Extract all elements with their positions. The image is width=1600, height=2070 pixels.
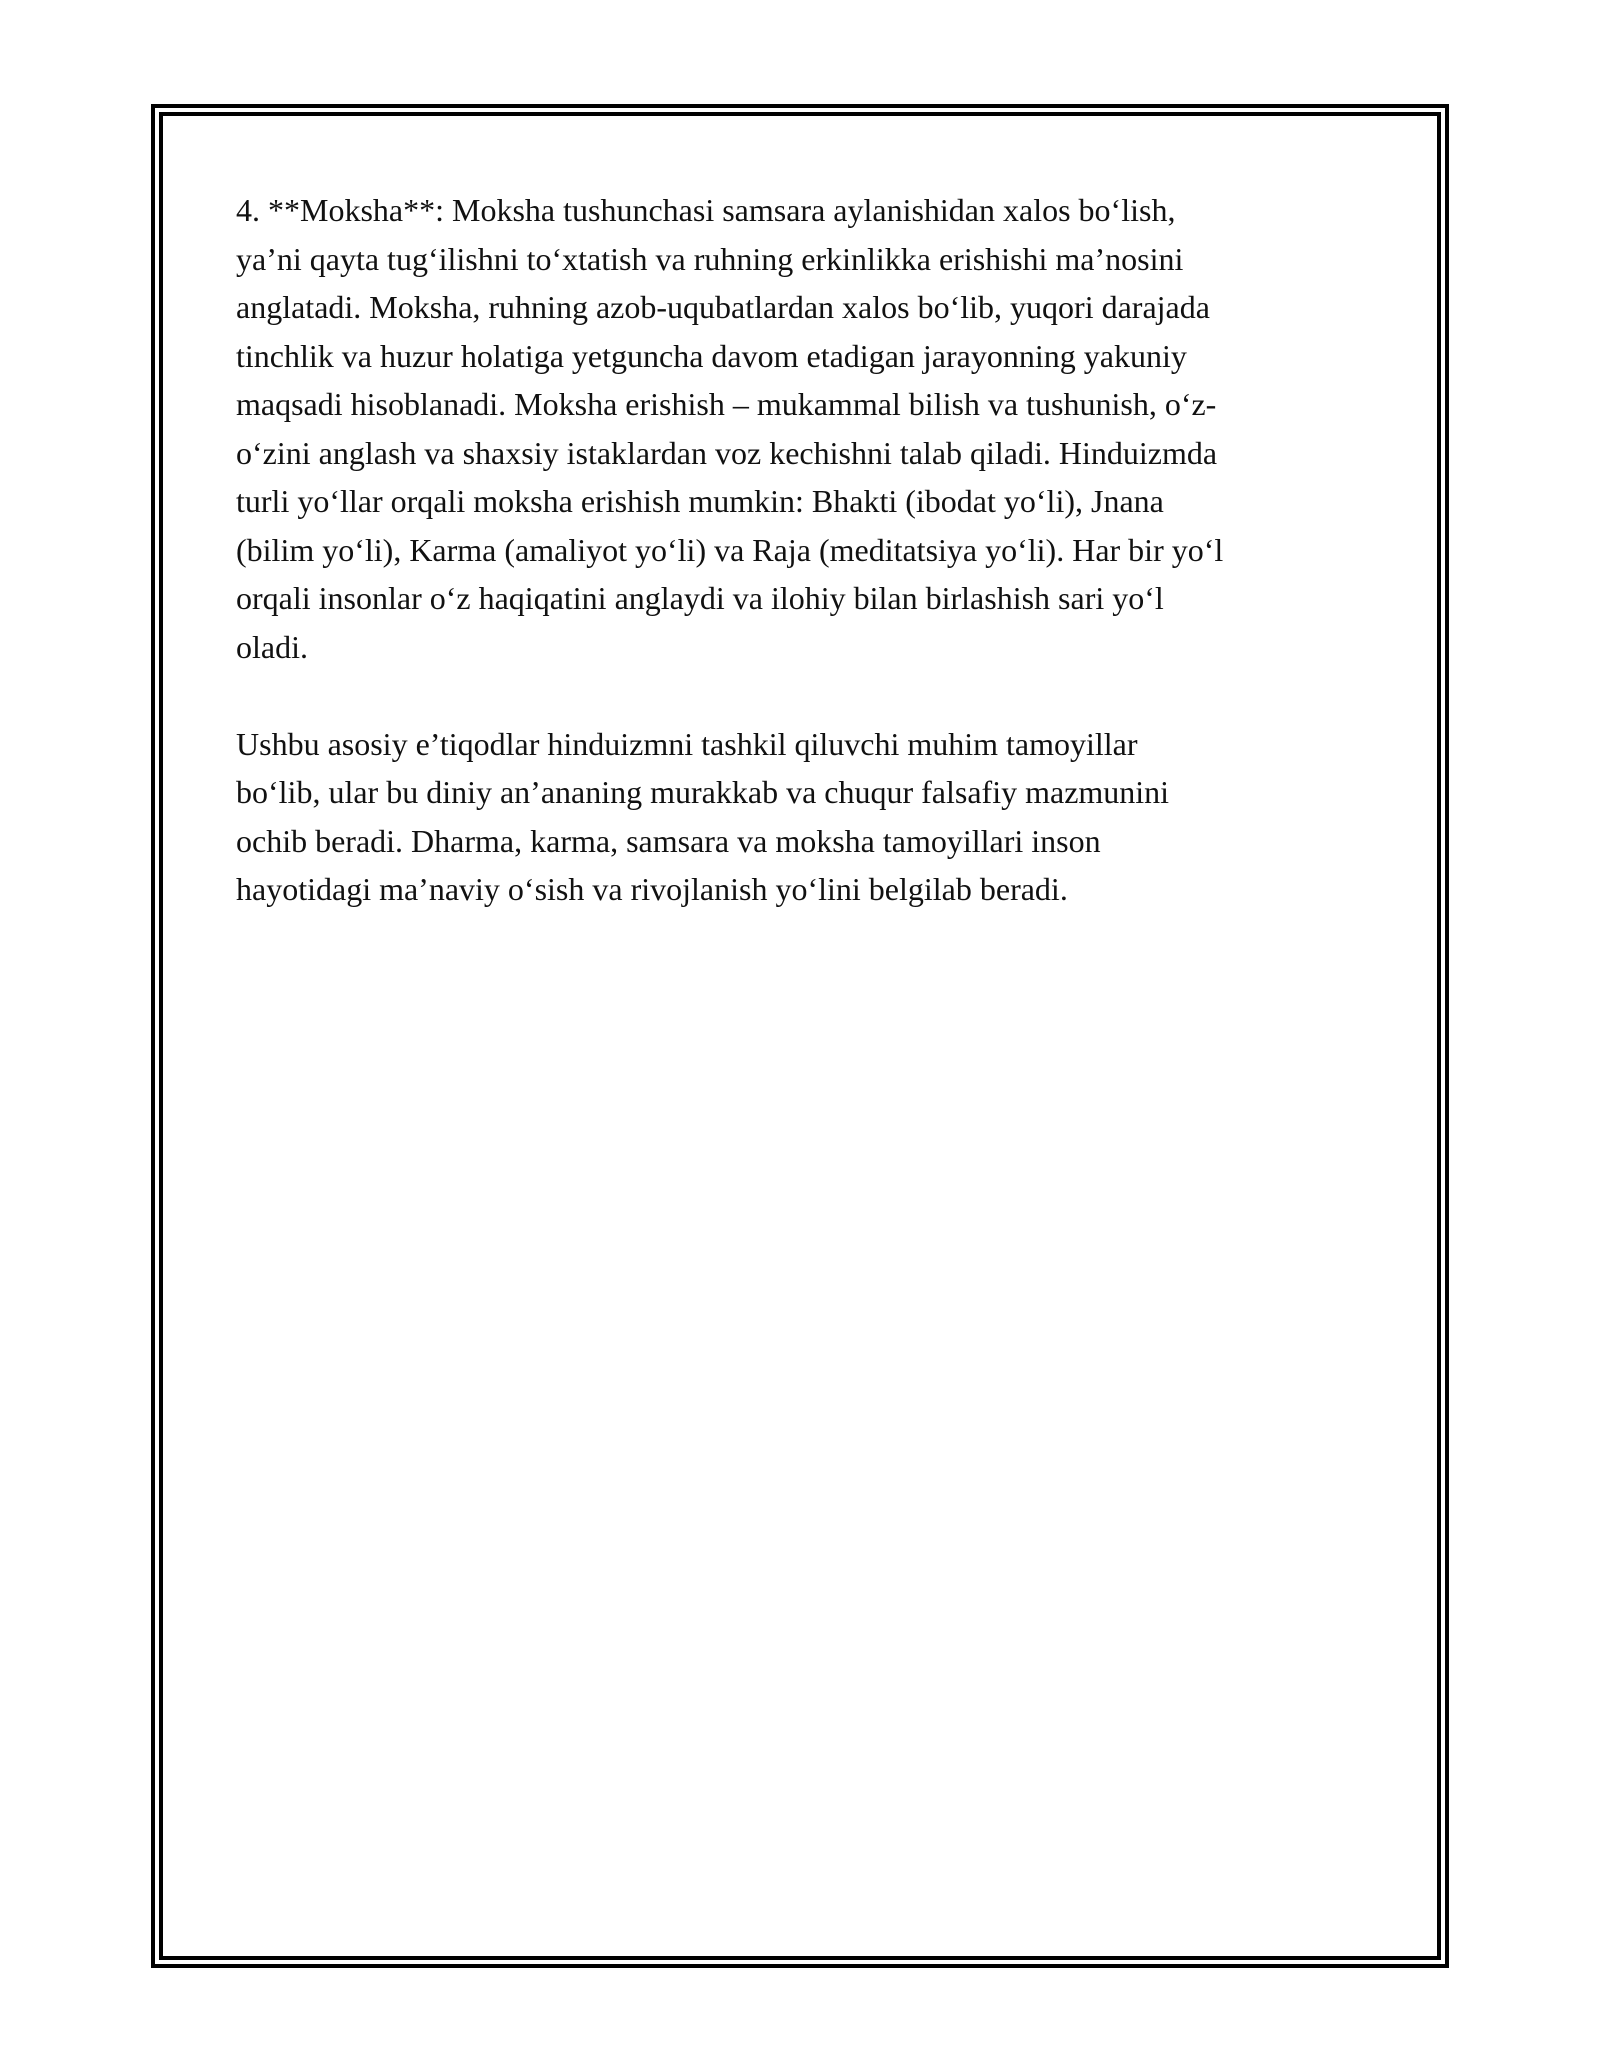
text-line: 4. **Moksha**: Moksha tushunchasi samsara aylanishidan xalos bo‘lish, (236, 192, 1176, 228)
text-line: o‘zini anglash va shaxsiy istaklardan voz kechishni talab qiladi. Hinduizmda (236, 434, 1218, 471)
text-line: orqali insonlar o‘z haqiqatini anglaydi va ilohiy bilan birlashish sari yo‘l (236, 580, 1164, 616)
text-line: (bilim yo‘li), Karma (amaliyot yo‘li) va Raja (meditatsiya yo‘li). Har bir yo‘l (236, 531, 1224, 568)
document-body (236, 186, 1376, 962)
text-line: oladi. (236, 628, 308, 665)
text-line: maqsadi hisoblanadi. Moksha erishish – mukammal bilish va tushunish, o‘z- (236, 386, 1217, 422)
paragraph-moksha (236, 186, 1376, 671)
text-line: hayotidagi ma’naviy o‘sish va rivojlanish yo‘lini belgilab beradi. (236, 871, 1068, 907)
text-line: ochib beradi. Dharma, karma, samsara va moksha tamoyillari inson (236, 822, 1101, 859)
text-line: tinchlik va huzur holatiga yetguncha davom etadigan jarayonning yakuniy (236, 337, 1187, 374)
paragraph-summary (236, 720, 1376, 914)
text-line: anglatadi. Moksha, ruhning azob-uqubatlardan xalos bo‘lib, yuqori darajada (236, 289, 1210, 325)
text-line: ya’ni qayta tug‘ilishni to‘xtatish va ruhning erkinlikka erishishi ma’nosini (236, 240, 1184, 277)
text-line: bo‘lib, ular bu diniy an’ananing murakkab va chuqur falsafiy mazmunini (236, 774, 1170, 810)
text-line: turli yo‘llar orqali moksha erishish mumkin: Bhakti (ibodat yo‘li), Jnana (236, 483, 1164, 519)
text-line: Ushbu asosiy e’tiqodlar hinduizmni tashkil qiluvchi muhim tamoyillar (236, 725, 1138, 762)
